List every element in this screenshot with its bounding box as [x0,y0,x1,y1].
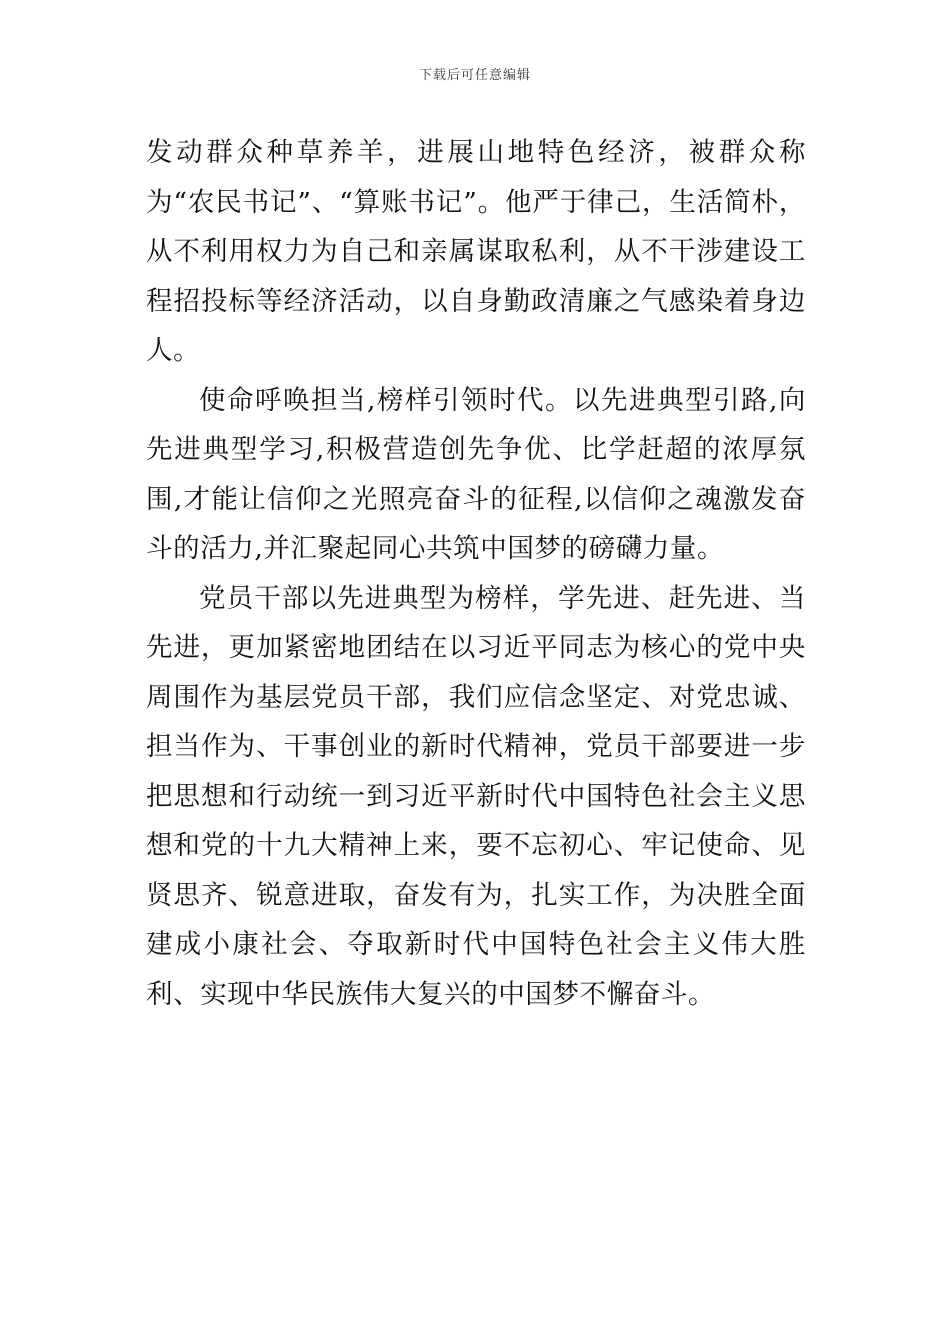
paragraph-2: 使命呼唤担当,榜样引领时代。以先进典型引路,向先进典型学习,积极营造创先争优、比学赶超的浓厚氛围,才能让信仰之光照亮奋斗的征程,以信仰之魂激发奋斗的活力,并汇聚起同心共筑中国梦的磅礴力量。 [146,384,806,564]
paragraph-1: 发动群众种草养羊，进展山地特色经济，被群众称为“农民书记”、“算账书记”。他严于律己，生活简朴，从不利用权力为自己和亲属谋取私利，从不干涉建设工程招投标等经济活动，以自身勤政清廉之气感染着身边人。 [146,137,806,366]
paragraph-3: 党员干部以先进典型为榜样，学先进、赶先进、当先进，更加紧密地团结在以习近平同志为核心的党中央周围作为基层党员干部，我们应信念坚定、对党忠诚、担当作为、干事创业的新时代精神，党员干部要进一步把思想和行动统一到习近平新时代中国特色社会主义思想和党的十九大精神上来，要不忘初心、牢记使命、见贤思齐、锐意进取，奋发有为，扎实工作，为决胜全面建成小康社会、夺取新时代中国特色社会主义伟大胜利、实现中华民族伟大复兴的中国梦不懈奋斗。 [146,582,806,1010]
page-header: 下载后可任意编辑 [418,68,531,83]
document-body [146,128,806,1019]
